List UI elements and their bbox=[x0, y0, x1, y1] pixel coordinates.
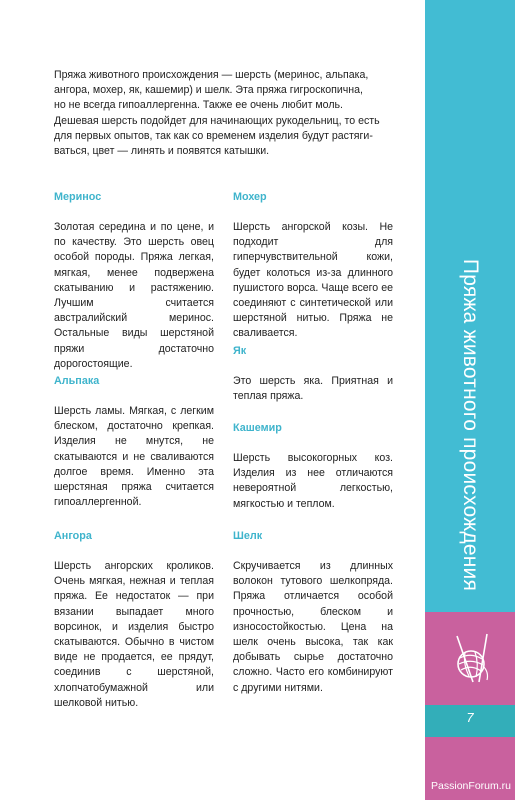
watermark: PassionForum.ru bbox=[431, 780, 511, 792]
section-yak bbox=[233, 344, 393, 404]
section-heading: Шелк bbox=[233, 530, 263, 542]
section-heading: Як bbox=[233, 345, 247, 357]
sidebar bbox=[425, 0, 515, 800]
section-heading: Мохер bbox=[233, 191, 267, 203]
section-heading: Кашемир bbox=[233, 422, 282, 434]
section-angora bbox=[54, 529, 214, 711]
intro-line: ангора, мохер, як, кашемир) и шелк. Эта пряжа гигроскопична, bbox=[54, 84, 363, 97]
section-text: Золотая середина и по цене, и по качеству. Это шерсть овец особой породы. Пряжа легкая, мягкая, менее подвержена скатыванию и растяжению. Лучшим считается австралийский меринос. Остальные виды шерстяной пряжи достаточно дорогостоящие. bbox=[54, 221, 214, 370]
section-merino bbox=[54, 190, 214, 372]
section-silk bbox=[233, 529, 393, 696]
intro-line: ваться, цвет — линять и появятся катышки. bbox=[54, 145, 270, 158]
page-number: 7 bbox=[466, 710, 474, 725]
section-text: Шерсть ангорской козы. Не подходит для гиперчувствительной кожи, будет колоться из-за длинного пушистого ворса. Чаще всего ее соединяют с синтетической или шерстяной нитью. Пряжа не сваливается. bbox=[233, 221, 393, 340]
section-mohair bbox=[233, 190, 393, 342]
section-text: Скручивается из длинных волокон тутового шелкопряда. Пряжа отличается особой прочностью, блеском и износостойкостью. Цена на шелк очень высока, так как добывать сырье достаточно сложно. Часто его комбинируют с другими нитями. bbox=[233, 560, 393, 694]
section-cashmere bbox=[233, 421, 393, 512]
section-heading: Меринос bbox=[54, 191, 102, 203]
intro-paragraph bbox=[54, 68, 404, 159]
section-text: Это шерсть яка. Приятная и теплая пряжа. bbox=[233, 375, 393, 403]
intro-line: Пряжа животного происхождения — шерсть (меринос, альпака, bbox=[54, 69, 369, 81]
intro-line: Дешевая шерсть подойдет для начинающих рукодельниц, то есть bbox=[54, 114, 380, 127]
intro-line: для первых опытов, так как со временем изделия будут растяги- bbox=[54, 129, 373, 142]
section-heading: Ангора bbox=[54, 530, 92, 542]
yarn-ball-icon bbox=[449, 632, 493, 684]
chapter-title: Пряжа животного происхождения bbox=[459, 258, 482, 592]
section-text: Шерсть ламы. Мягкая, с легким блеском, достаточно крепкая. Изделия не мнутся, не скатываются и не сваливаются долгое время. Именно эта шерстяная пряжа считается гипоаллергенной. bbox=[54, 405, 214, 509]
section-text: Шерсть высокогорных коз. Изделия из нее отличаются невероятной легкостью, мягкостью и теплом. bbox=[233, 452, 393, 510]
section-text: Шерсть ангорских кроликов. Очень мягкая, нежная и теплая пряжа. Ее недостаток — при вязании выпадает много ворсинок, и изделия быстро скатываются. Обычно в чистом виде не продается, ее прядут, соединив с шерстяной, хлопчатобумажной или шелковой нитью. bbox=[54, 560, 214, 709]
section-alpaca bbox=[54, 374, 214, 510]
section-heading: Альпака bbox=[54, 375, 100, 387]
intro-line: но не всегда гипоаллергенна. Также ее очень любит моль. bbox=[54, 99, 343, 112]
